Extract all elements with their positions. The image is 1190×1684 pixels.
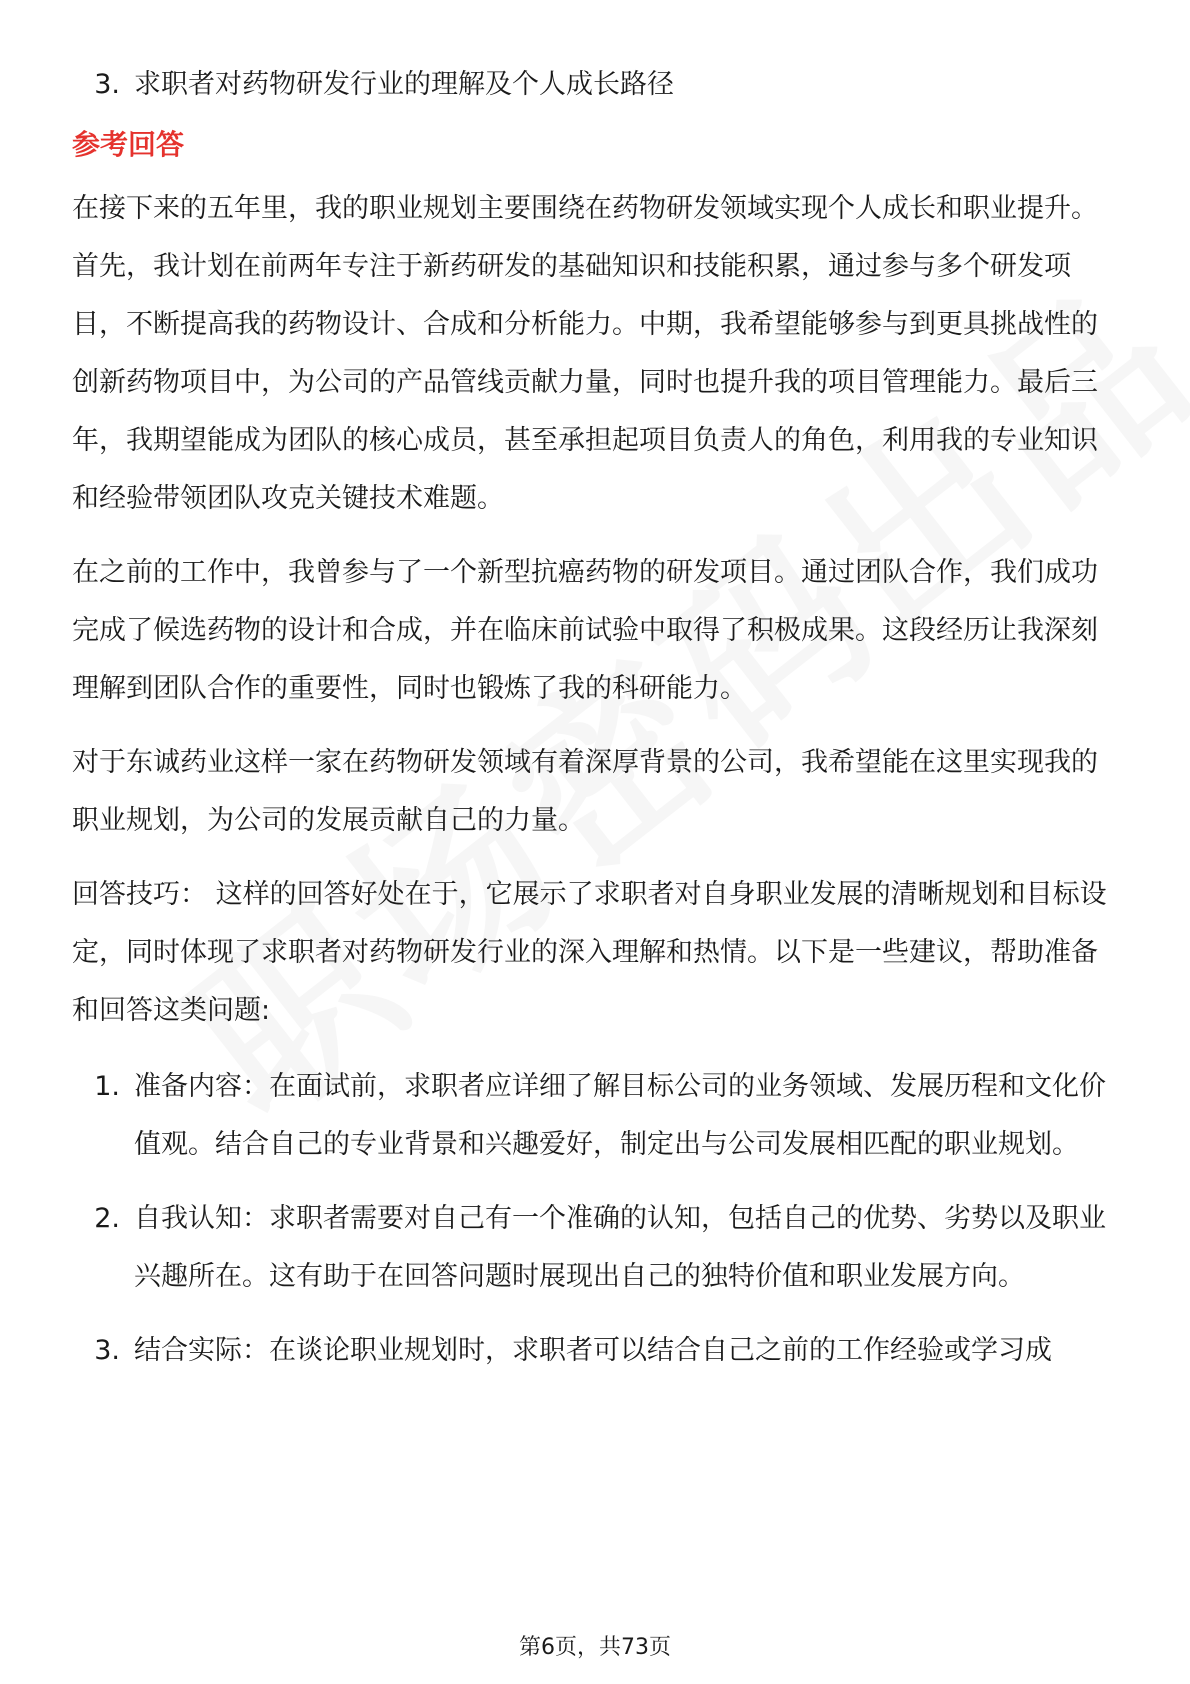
page-content [72, 56, 1122, 1396]
answer-paragraph-2: 在之前的工作中，我曾参与了一个新型抗癌药物的研发项目。通过团队合作，我们成功完成了候选药物的设计和合成，并在临床前试验中取得了积极成果。这段经历让我深刻理解到团队合作的重要性，同时也锻炼了我的科研能力。 [72, 557, 1098, 704]
answer-heading: 参考回答 [72, 128, 185, 161]
question-text: 求职者对药物研发行业的理解及个人成长路径 [134, 69, 674, 100]
list-item-number: 3. [94, 1335, 120, 1366]
answer-paragraph-1: 在接下来的五年里，我的职业规划主要围绕在药物研发领域实现个人成长和职业提升。首先，我计划在前两年专注于新药研发的基础知识和技能积累，通过参与多个研发项目，不断提高我的药物设计、合成和分析能力。中期，我希望能够参与到更具挑战性的创新药物项目中，为公司的产品管线贡献力量，同时也提升我的项目管理能力。最后三年，我期望能成为团队的核心成员，甚至承担起项目负责人的角色，利用我的专业知识和经验带领团队攻克关键技术难题。 [72, 193, 1098, 514]
list-item-text: 准备内容：在面试前，求职者应详细了解目标公司的业务领域、发展历程和文化价值观。结合自己的专业背景和兴趣爱好，制定出与公司发展相匹配的职业规划。 [134, 1071, 1106, 1160]
list-item [66, 1190, 1122, 1306]
list-item-text: 结合实际：在谈论职业规划时，求职者可以结合自己之前的工作经验或学习成 [134, 1335, 1052, 1366]
tips-list [72, 1058, 1122, 1380]
question-item [66, 56, 1122, 114]
page-footer: 第6页，共73页 [519, 1635, 671, 1660]
list-item [66, 1322, 1122, 1380]
list-item [66, 1058, 1122, 1174]
question-number: 3. [94, 69, 120, 100]
list-item-text: 自我认知：求职者需要对自己有一个准确的认知，包括自己的优势、劣势以及职业兴趣所在。这有助于在回答问题时展现出自己的独特价值和职业发展方向。 [134, 1203, 1106, 1292]
list-item-number: 1. [94, 1071, 120, 1102]
list-item-number: 2. [94, 1203, 120, 1234]
answer-tips-paragraph: 回答技巧： 这样的回答好处在于，它展示了求职者对自身职业发展的清晰规划和目标设定，同时体现了求职者对药物研发行业的深入理解和热情。以下是一些建议，帮助准备和回答这类问题: [72, 879, 1107, 1026]
answer-paragraph-3: 对于东诚药业这样一家在药物研发领域有着深厚背景的公司，我希望能在这里实现我的职业规划，为公司的发展贡献自己的力量。 [72, 747, 1098, 836]
